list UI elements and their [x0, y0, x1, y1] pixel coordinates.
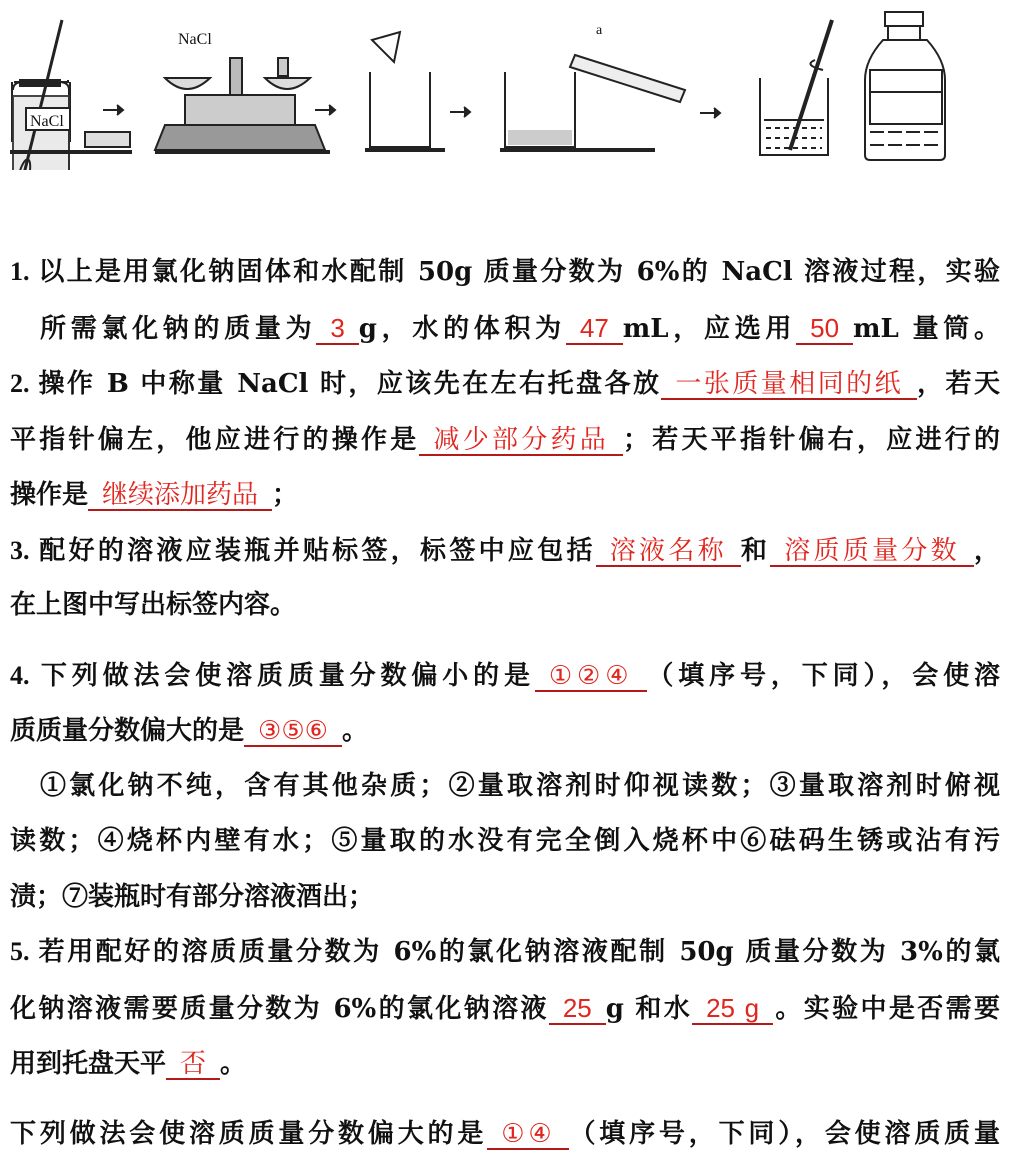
question-text: 用到托盘天平	[10, 1049, 166, 1079]
reagent-bottle-with-label	[865, 12, 945, 160]
question-text: 。实验中是否需要	[773, 994, 1000, 1024]
question-text: 。	[220, 1049, 246, 1079]
answer-blank: 继续添加药品	[88, 479, 272, 511]
question-number: 3.	[10, 536, 39, 565]
beaker-with-solid	[365, 32, 470, 150]
cylinder-label-a: a	[596, 23, 603, 38]
question-text: 渍；⑦装瓶时有部分溶液酒出；	[10, 882, 374, 912]
worksheet-text	[10, 253, 1000, 1169]
question-text: 若用配好的溶质质量分数为 6%的氯化钠溶液配制 50g 质量分数为 3%的氯	[39, 937, 1000, 967]
answer-blank: 溶质质量分数	[770, 535, 974, 567]
text-line	[10, 531, 1000, 587]
question-text: 配好的溶液应装瓶并贴标签，标签中应包括	[39, 536, 595, 566]
question-text: 操作 B 中称量 NaCl 时，应该先在左右托盘各放	[38, 369, 661, 399]
answer-blank: 25 g	[692, 993, 773, 1025]
question-text: ；	[272, 480, 298, 510]
text-line	[10, 933, 1000, 989]
question-text: 以上是用氯化钠固体和水配制 50g 质量分数为 6%的 NaCl 溶液过程，实验	[38, 257, 1000, 287]
question-text: mL，应选用	[623, 314, 796, 344]
question-number: 2.	[10, 369, 38, 398]
text-line	[10, 364, 1000, 420]
text-line	[10, 309, 1000, 365]
question-text: ①氯化钠不纯，含有其他杂质；②量取溶剂时仰视读数；③量取溶剂时俯视	[40, 771, 1000, 801]
text-line	[10, 1114, 1000, 1169]
text-line	[10, 822, 1000, 878]
question-text: 下列做法会使溶质质量分数偏大的是	[10, 1119, 487, 1149]
answer-blank: ①④	[487, 1118, 569, 1150]
question-text: ；若天平指针偏右，应进行的	[623, 425, 1000, 455]
balance-scale	[155, 31, 335, 152]
question-text: 平指针偏左，他应进行的操作是	[10, 425, 419, 455]
question-text: ，若天	[917, 369, 1000, 399]
text-line	[10, 656, 1000, 712]
stirring-beaker	[760, 20, 832, 155]
pouring-water-cylinder	[500, 23, 720, 150]
answer-blank: 一张质量相同的纸	[661, 368, 917, 400]
answer-blank: ①②④	[535, 660, 648, 692]
experiment-procedure-figure	[0, 0, 1011, 170]
question-text: （填序号，下同），会使溶	[647, 661, 1000, 691]
question-text: 在上图中写出标签内容。	[10, 590, 296, 620]
jar-label: NaCl	[30, 113, 64, 130]
text-line	[10, 1044, 1000, 1100]
answer-blank: 溶液名称	[596, 535, 741, 567]
answer-blank: 50	[796, 313, 853, 345]
reagent-jar-with-spoon	[10, 20, 132, 170]
answer-blank: 47	[566, 313, 623, 345]
text-line	[10, 420, 1000, 476]
question-text: mL 量筒。	[853, 314, 1000, 344]
text-line	[10, 711, 1000, 767]
text-line	[10, 878, 1000, 934]
text-line	[10, 253, 1000, 309]
question-text: ，	[974, 536, 1000, 566]
text-line	[10, 475, 1000, 531]
question-text: 质质量分数偏大的是	[10, 716, 244, 746]
question-text: 。	[342, 716, 368, 746]
answer-blank: 减少部分药品	[419, 424, 623, 456]
question-text: 化钠溶液需要质量分数为 6%的氯化钠溶液	[10, 994, 549, 1024]
question-number: 1.	[10, 257, 38, 286]
question-text: （填序号，下同），会使溶质质量	[569, 1119, 1000, 1149]
text-line	[10, 989, 1000, 1045]
question-number: 4.	[10, 661, 41, 690]
question-number: 5.	[10, 937, 39, 966]
text-line	[10, 586, 1000, 642]
answer-blank: 25	[549, 993, 606, 1025]
answer-blank: ③⑤⑥	[244, 715, 342, 747]
question-text: 下列做法会使溶质质量分数偏小的是	[41, 661, 535, 691]
question-text: 读数；④烧杯内壁有水；⑤量取的水没有完全倒入烧杯中⑥砝码生锈或沾有污	[10, 826, 1000, 856]
question-text: 所需氯化钠的质量为	[40, 314, 316, 344]
balance-label: NaCl	[178, 31, 212, 48]
question-text: g，水的体积为	[359, 314, 566, 344]
answer-blank: 否	[166, 1048, 220, 1080]
question-text: 操作是	[10, 480, 88, 510]
answer-blank: 3	[316, 313, 358, 345]
question-text: 和	[741, 536, 770, 566]
text-line	[10, 767, 1000, 823]
question-text: g 和水	[606, 994, 692, 1024]
